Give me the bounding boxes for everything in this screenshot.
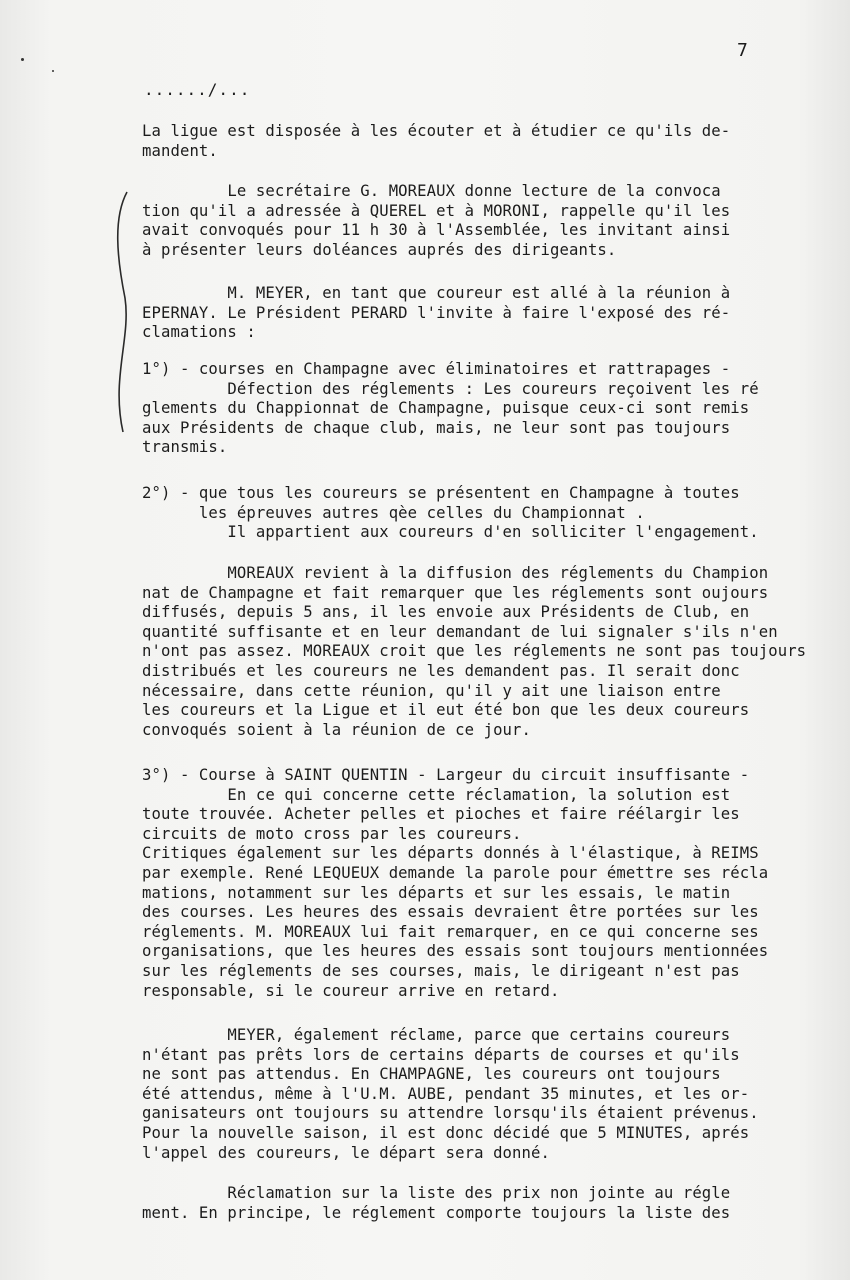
scan-speck	[52, 70, 54, 72]
paragraph-point-1: 1°) - courses en Champagne avec éliminatoires et rattrapages - Défection des réglements : Les coureurs reçoivent les ré glements du Chappionnat de Champagne, puisque ceux-ci sont remis aux Présidents de chaque club, mais, ne leur sont pas toujours transmis.	[142, 360, 759, 457]
handwritten-bracket	[105, 188, 135, 438]
continuation-mark: ....../...	[144, 80, 251, 99]
paragraph-point-2: 2°) - que tous les coureurs se présentent en Champagne à toutes les épreuves autres qèe celles du Championnat . Il appartient aux coureurs d'en solliciter l'engagement.	[142, 484, 759, 542]
paragraph-meyer: M. MEYER, en tant que coureur est allé à la réunion à EPERNAY. Le Président PERARD l'invite à faire l'exposé des ré- clamations :	[142, 284, 731, 342]
scan-speck	[21, 58, 24, 61]
paragraph-intro: La ligue est disposée à les écouter et à étudier ce qu'ils de- mandent.	[142, 122, 731, 160]
paragraph-moreaux: MOREAUX revient à la diffusion des réglements du Champion nat de Champagne et fait remarquer que les réglements sont oujours diffusés, depuis 5 ans, il les envoie aux Présidents de Club, en quantité suffisante et en leur demandant de lui signaler s'ils n'en n'ont pas assez. MOREAUX croit que les réglements ne sont pas toujours distribués et les coureurs ne les demandent pas. Il serait donc nécessaire, dans cette réunion, qu'il y ait une liaison entre les coureurs et la Ligue et il eut été bon que les deux coureurs convoqués soient à la réunion de ce jour.	[142, 564, 807, 739]
paragraph-secretary: Le secrétaire G. MOREAUX donne lecture de la convoca tion qu'il a adressée à QUEREL et à MORONI, rappelle qu'il les avait convoqués pour 11 h 30 à l'Assemblée, les invitant ainsi à présenter leurs doléances auprés des dirigeants.	[142, 182, 731, 259]
paragraph-point-3: 3°) - Course à SAINT QUENTIN - Largeur du circuit insuffisante - En ce qui concerne cette réclamation, la solution est toute trouvée. Acheter pelles et pioches et faire réélargir les circuits de moto cross par les coureurs. Critiques également sur les départs donnés à l'élastique, à REIMS par exemple. René LEQUEUX demande la parole pour émettre ses récla mations, notamment sur les départs et sur les essais, le matin des courses. Les heures des essais devraient être portées sur les réglements. M. MOREAUX lui fait remarquer, en ce qui concerne ses organisations, que les heures des essais sont toujours mentionnées sur les réglements de ses courses, mais, le dirigeant n'est pas responsable, si le coureur arrive en retard.	[142, 766, 769, 1000]
paragraph-prize-list: Réclamation sur la liste des prix non jointe au régle ment. En principe, le réglement comporte toujours la liste des	[142, 1184, 731, 1222]
paragraph-meyer-claim: MEYER, également réclame, parce que certains coureurs n'étant pas prêts lors de certains départs de courses et qu'ils ne sont pas attendus. En CHAMPAGNE, les coureurs ont toujours été attendus, même à l'U.M. AUBE, pendant 35 minutes, et les or- ganisateurs ont toujours su attendre lorsqu'ils étaient prévenus. Pour la nouvelle saison, il est donc décidé que 5 MINUTES, aprés l'appel des coureurs, le départ sera donné.	[142, 1026, 759, 1162]
page-number: 7	[737, 40, 748, 61]
